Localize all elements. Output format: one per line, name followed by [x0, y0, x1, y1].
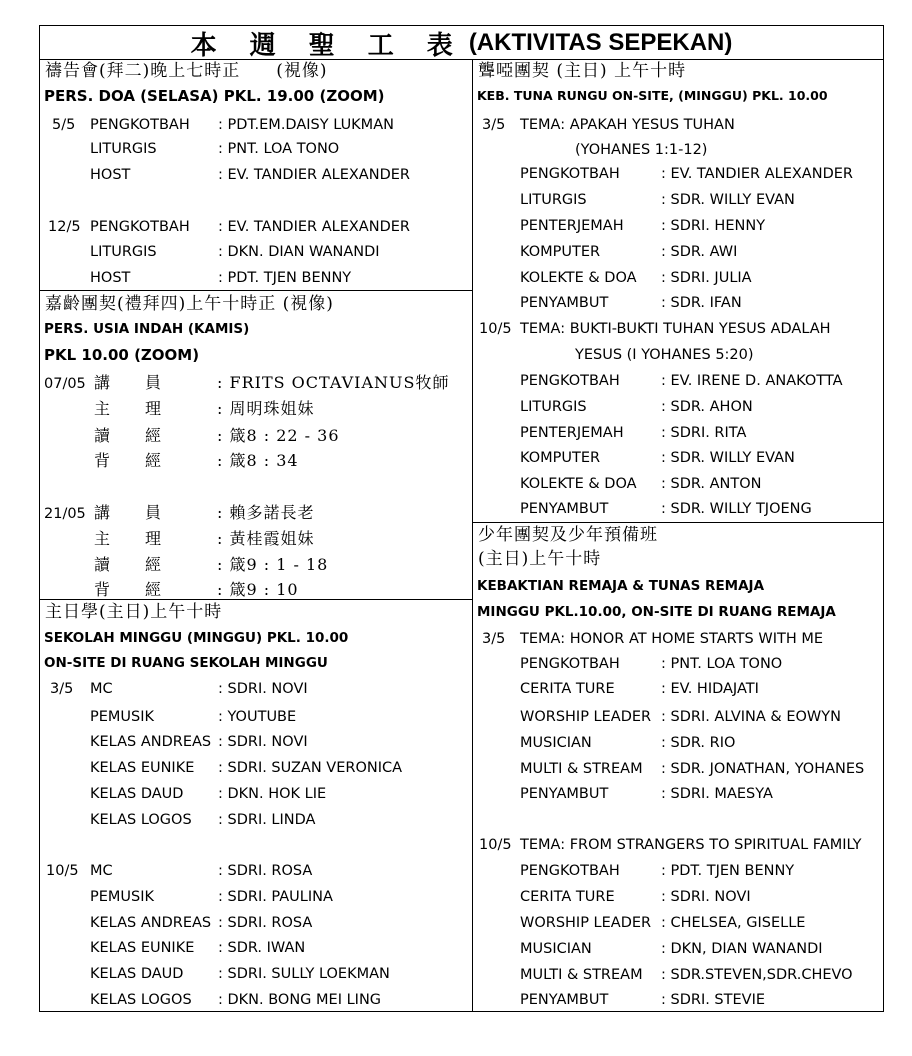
sm-row-person: : YOUTUBE: [218, 709, 297, 725]
tuna-row-person: : EV. IRENE D. ANAKOTTA: [661, 373, 843, 389]
sm-row-person: : SDRI. SUZAN VERONICA: [218, 760, 403, 776]
remaja-date-2: 10/5: [479, 837, 512, 853]
sm-row-person: : SDRI. ROSA: [218, 915, 313, 931]
sm-row-role: KELAS EUNIKE: [90, 760, 195, 776]
usia-row-date: 07/05: [44, 376, 86, 392]
usia-row-person: : 黃桂霞姐妹: [217, 529, 315, 548]
usia-row-person: : FRITS OCTAVIANUS牧師: [217, 373, 450, 392]
tuna-row-role: KOMPUTER: [520, 450, 601, 466]
remaja-row-role: MUSICIAN: [520, 735, 592, 751]
remaja-row-person: : DKN, DIAN WANANDI: [661, 941, 823, 957]
tuna-row-role: KOMPUTER: [520, 244, 601, 260]
tuna-theme-2-ref: YESUS (I YOHANES 5:20): [575, 347, 754, 363]
sm-heading-id2: ON-SITE DI RUANG SEKOLAH MINGGU: [44, 655, 328, 671]
tuna-theme-2: TEMA: BUKTI-BUKTI TUHAN YESUS ADALAH: [520, 321, 831, 337]
sm-row-role: KELAS EUNIKE: [90, 940, 195, 956]
tuna-row-role: LITURGIS: [520, 399, 587, 415]
tuna-row-role: LITURGIS: [520, 192, 587, 208]
doa-row-person: : DKN. DIAN WANANDI: [218, 244, 380, 260]
tuna-row-role: PENTERJEMAH: [520, 218, 624, 234]
sm-row-role: KELAS ANDREAS: [90, 915, 212, 931]
sm-row-person: : SDRI. NOVI: [218, 734, 308, 750]
tuna-row-role: KOLEKTE & DOA: [520, 270, 637, 286]
doa-row-role: LITURGIS: [90, 141, 157, 157]
remaja-row-person: : SDR.STEVEN,SDR.CHEVO: [661, 967, 853, 983]
remaja-row-person: : SDRI. NOVI: [661, 889, 751, 905]
remaja-date-1: 3/5: [482, 631, 506, 647]
remaja-row-person: : PNT. LOA TONO: [661, 656, 783, 672]
doa-row-person: : PDT.EM.DAISY LUKMAN: [218, 117, 394, 133]
tuna-theme-1-ref: (YOHANES 1:1-12): [575, 142, 708, 158]
remaja-row-role: CERITA TURE: [520, 681, 615, 697]
tuna-row-role: KOLEKTE & DOA: [520, 476, 637, 492]
tuna-row-role: PENYAMBUT: [520, 295, 609, 311]
usia-row-role: 主 理: [94, 529, 163, 548]
remaja-row-role: CERITA TURE: [520, 889, 615, 905]
remaja-row-person: : SDR. RIO: [661, 735, 736, 751]
usia-row-role: 背 經: [94, 451, 163, 470]
remaja-row-role: PENYAMBUT: [520, 786, 609, 802]
tuna-row-role: PENGKOTBAH: [520, 166, 620, 182]
remaja-heading-cn2: (主日)上午十時: [478, 549, 602, 569]
remaja-row-role: WORSHIP LEADER: [520, 915, 652, 931]
remaja-row-role: PENYAMBUT: [520, 992, 609, 1008]
sm-row-role: PEMUSIK: [90, 709, 155, 725]
sm-row-date: 3/5: [50, 681, 74, 697]
sm-row-person: : SDRI. LINDA: [218, 812, 316, 828]
doa-heading-id: PERS. DOA (SELASA) PKL. 19.00 (ZOOM): [44, 87, 385, 105]
tuna-row-role: PENGKOTBAH: [520, 373, 620, 389]
tuna-row-person: : SDRI. JULIA: [661, 270, 752, 286]
remaja-row-role: MUSICIAN: [520, 941, 592, 957]
tuna-row-person: : SDR. WILLY TJOENG: [661, 501, 812, 517]
sm-row-role: MC: [90, 681, 113, 697]
usia-row-person: : 箴9 : 10: [217, 580, 299, 599]
usia-heading-cn: 嘉齡團契(禮拜四)上午十時正 (視像): [45, 294, 334, 314]
sm-row-role: KELAS DAUD: [90, 786, 184, 802]
doa-row-person: : PDT. TJEN BENNY: [218, 270, 352, 286]
page-title: [40, 26, 883, 60]
remaja-theme-1: TEMA: HONOR AT HOME STARTS WITH ME: [520, 631, 824, 647]
remaja-row-person: : SDRI. STEVIE: [661, 992, 766, 1008]
sm-row-person: : SDRI. NOVI: [218, 681, 308, 697]
usia-row-person: : 賴多諾長老: [217, 503, 315, 522]
sm-row-role: KELAS ANDREAS: [90, 734, 212, 750]
usia-row-role: 讀 經: [94, 555, 163, 574]
remaja-row-person: : EV. HIDAJATI: [661, 681, 759, 697]
doa-heading-cn: 禱告會(拜二)晚上七時正 (視像): [45, 61, 328, 81]
divider: [472, 59, 473, 1012]
sm-row-person: : SDRI. ROSA: [218, 863, 313, 879]
doa-row-role: PENGKOTBAH: [90, 117, 190, 133]
usia-heading-id1: PERS. USIA INDAH (KAMIS): [44, 321, 250, 337]
tuna-row-person: : SDRI. RITA: [661, 425, 747, 441]
usia-row-role: 講 員: [94, 373, 163, 392]
tuna-row-person: : SDR. AHON: [661, 399, 753, 415]
tuna-row-role: PENTERJEMAH: [520, 425, 624, 441]
remaja-heading-cn1: 少年團契及少年預備班: [478, 525, 658, 545]
title-chinese: 本 週 聖 工 表: [190, 30, 465, 61]
tuna-row-person: : SDR. WILLY EVAN: [661, 192, 795, 208]
doa-row-role: HOST: [90, 270, 131, 286]
tuna-row-person: : SDR. AWI: [661, 244, 738, 260]
doa-row-person: : PNT. LOA TONO: [218, 141, 340, 157]
remaja-row-person: : SDRI. ALVINA & EOWYN: [661, 709, 841, 725]
sm-row-person: : DKN. HOK LIE: [218, 786, 327, 802]
doa-row-person: : EV. TANDIER ALEXANDER: [218, 219, 410, 235]
divider: [472, 522, 884, 523]
remaja-row-person: : SDR. JONATHAN, YOHANES: [661, 761, 865, 777]
sm-row-person: : SDR. IWAN: [218, 940, 306, 956]
divider: [39, 599, 473, 600]
title-indonesian: (AKTIVITAS SEPEKAN): [468, 29, 733, 56]
remaja-row-role: PENGKOTBAH: [520, 863, 620, 879]
sm-row-role: KELAS DAUD: [90, 966, 184, 982]
remaja-row-person: : CHELSEA, GISELLE: [661, 915, 806, 931]
remaja-heading-id1: KEBAKTIAN REMAJA & TUNAS REMAJA: [477, 578, 765, 594]
remaja-row-role: MULTI & STREAM: [520, 761, 643, 777]
remaja-row-person: : PDT. TJEN BENNY: [661, 863, 795, 879]
remaja-row-role: WORSHIP LEADER: [520, 709, 652, 725]
sm-heading-cn: 主日學(主日)上午十時: [45, 602, 223, 622]
remaja-theme-2: TEMA: FROM STRANGERS TO SPIRITUAL FAMILY: [520, 837, 862, 853]
tuna-row-person: : SDR. WILLY EVAN: [661, 450, 795, 466]
remaja-row-role: PENGKOTBAH: [520, 656, 620, 672]
tuna-row-person: : SDRI. HENNY: [661, 218, 766, 234]
usia-row-person: : 箴8 : 22 - 36: [217, 426, 340, 445]
tuna-date-2: 10/5: [479, 321, 512, 337]
sm-row-date: 10/5: [46, 863, 79, 879]
tuna-row-person: : SDR. ANTON: [661, 476, 762, 492]
tuna-theme-1: TEMA: APAKAH YESUS TUHAN: [520, 117, 735, 133]
tuna-heading-id: KEB. TUNA RUNGU ON-SITE, (MINGGU) PKL. 10.00: [477, 88, 828, 103]
tuna-date-1: 3/5: [482, 117, 506, 133]
usia-row-person: : 周明珠姐妹: [217, 399, 315, 418]
sm-row-role: KELAS LOGOS: [90, 812, 192, 828]
tuna-row-role: PENYAMBUT: [520, 501, 609, 517]
doa-row-role: HOST: [90, 167, 131, 183]
doa-row-person: : EV. TANDIER ALEXANDER: [218, 167, 410, 183]
usia-row-role: 講 員: [94, 503, 163, 522]
remaja-row-role: MULTI & STREAM: [520, 967, 643, 983]
doa-row-date: 12/5: [48, 219, 81, 235]
doa-row-role: PENGKOTBAH: [90, 219, 190, 235]
tuna-heading-cn: 聾啞團契 (主日) 上午十時: [478, 61, 687, 81]
tuna-row-person: : EV. TANDIER ALEXANDER: [661, 166, 853, 182]
usia-heading-id2: PKL 10.00 (ZOOM): [44, 346, 200, 364]
sm-row-role: MC: [90, 863, 113, 879]
remaja-row-person: : SDRI. MAESYA: [661, 786, 773, 802]
sm-row-person: : SDRI. PAULINA: [218, 889, 333, 905]
sm-heading-id1: SEKOLAH MINGGU (MINGGU) PKL. 10.00: [44, 630, 349, 646]
sm-row-role: KELAS LOGOS: [90, 992, 192, 1008]
usia-row-person: : 箴9 : 1 - 18: [217, 555, 329, 574]
sm-row-person: : DKN. BONG MEI LING: [218, 992, 382, 1008]
usia-row-person: : 箴8 : 34: [217, 451, 299, 470]
doa-row-date: 5/5: [52, 117, 76, 133]
usia-row-role: 讀 經: [94, 426, 163, 445]
usia-row-date: 21/05: [44, 506, 86, 522]
divider: [39, 290, 473, 291]
sm-row-person: : SDRI. SULLY LOEKMAN: [218, 966, 390, 982]
usia-row-role: 背 經: [94, 580, 163, 599]
sm-row-role: PEMUSIK: [90, 889, 155, 905]
remaja-heading-id2: MINGGU PKL.10.00, ON-SITE DI RUANG REMAJA: [477, 604, 836, 620]
tuna-row-person: : SDR. IFAN: [661, 295, 742, 311]
doa-row-role: LITURGIS: [90, 244, 157, 260]
usia-row-role: 主 理: [94, 399, 163, 418]
